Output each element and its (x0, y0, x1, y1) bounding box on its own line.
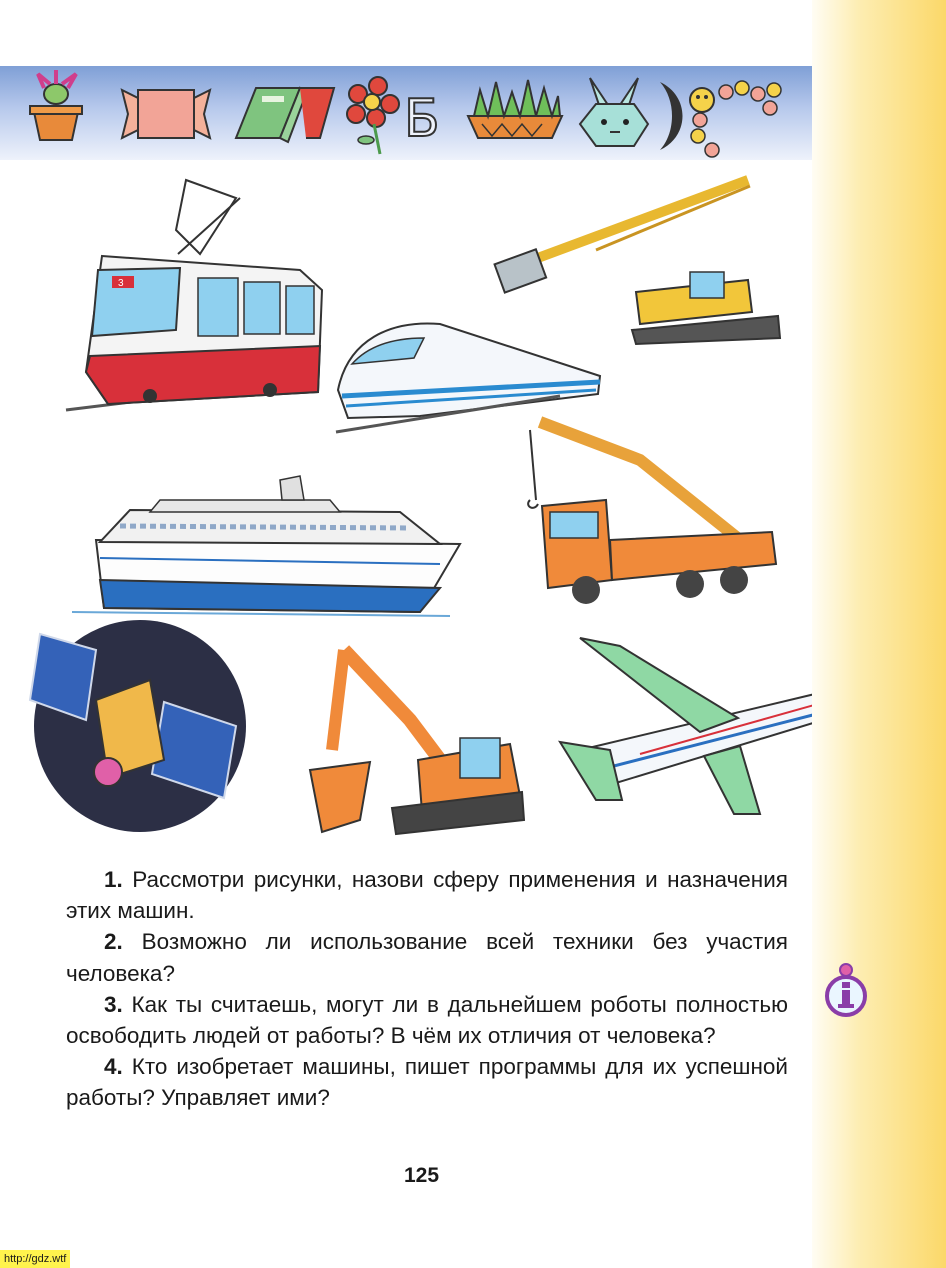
tram-route-number: 3 (118, 278, 124, 289)
airplane-illustration (560, 638, 812, 814)
question-2 (66, 926, 788, 988)
watermark-link[interactable]: http://gdz.wtf (0, 1250, 70, 1268)
bead-chain-icon (690, 81, 781, 157)
flower-icon (347, 77, 399, 154)
banner-letter: Б (404, 89, 440, 149)
satellite-illustration (30, 620, 246, 832)
question-number: 1. (104, 867, 123, 892)
wrapped-candy-icon (122, 90, 210, 138)
books-icon (236, 88, 334, 142)
side-margin-strip (812, 0, 946, 1268)
question-1 (66, 864, 788, 926)
question-text: Рассмотри рисунки, назови сферу применения и назначения этих машин. (66, 867, 788, 924)
bunny-face-icon (580, 78, 648, 146)
question-number: 3. (104, 991, 123, 1017)
question-3 (66, 989, 788, 1051)
mobile-crane-truck-illustration (528, 422, 776, 604)
decorative-banner (0, 66, 812, 160)
question-text: Возможно ли использование всей техники без участия человека? (66, 929, 788, 986)
question-number: 2. (104, 929, 123, 955)
question-text: Как ты считаешь, могут ли в дальнейшем роботы полностью освободить людей от работы? В чём их отличия от человека? (66, 991, 788, 1049)
high-speed-train-illustration (336, 324, 600, 432)
page-number: 125 (404, 1164, 440, 1187)
info-icon (824, 960, 868, 1025)
tram-illustration (66, 180, 322, 410)
crescent-moon-icon (660, 82, 683, 150)
question-4 (66, 1051, 788, 1113)
machines-illustration (0, 160, 812, 850)
cruise-ship-illustration (72, 476, 460, 616)
flower-pot-icon (30, 70, 82, 140)
question-number: 4. (104, 1054, 123, 1080)
questions-block (66, 864, 788, 1114)
excavator-illustration (310, 650, 524, 834)
question-text: Кто изобретает машины, пишет программы для их успешной работы? Управляет ими? (66, 1054, 788, 1111)
drilling-rig-illustration (495, 180, 780, 344)
grass-planter-icon (468, 80, 562, 138)
